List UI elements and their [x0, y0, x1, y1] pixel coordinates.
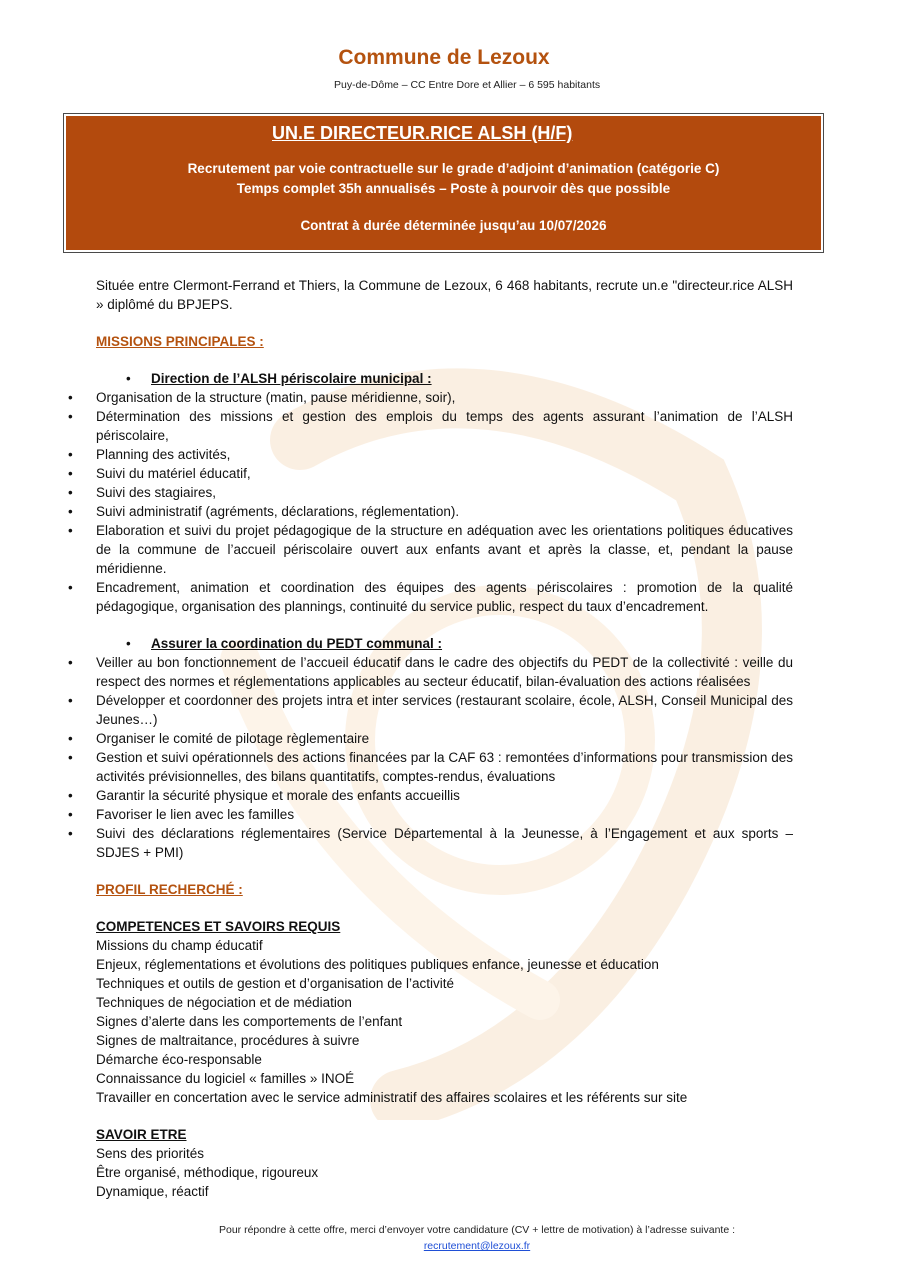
schedule-line: Temps complet 35h annualisés – Poste à pourvoir dès que possible: [236, 181, 671, 196]
job-offer-body: [96, 276, 793, 1201]
missions-group2-heading: • Assurer la coordination du PEDT communal :: [96, 634, 793, 653]
list-item: • Veiller au bon fonctionnement de l’accueil éducatif dans le cadre des objectifs du PEDT de la collectivité : veille du respect des normes et réglementations applicables au secteur éducatif, bilan-évaluation des actions réalisées: [74, 653, 793, 691]
list-item: • Gestion et suivi opérationnels des actions financées par la CAF 63 : remontées d’informations pour transmission des activités prévisionnelles, des bilans quantitatifs, comptes-rendus, évaluations: [74, 748, 793, 786]
job-title-banner: [63, 113, 824, 253]
list-item: • Favoriser le lien avec les familles: [74, 805, 793, 824]
competences-heading: COMPETENCES ET SAVOIRS REQUIS: [96, 919, 341, 934]
missions-group1-heading: • Direction de l’ALSH périscolaire municipal :: [96, 369, 793, 388]
list-item: • Organisation de la structure (matin, pause méridienne, soir),: [74, 388, 793, 407]
commune-title: Commune de Lezoux: [338, 46, 550, 69]
list-item: • Organiser le comité de pilotage règlementaire: [74, 729, 793, 748]
job-title: UN.E DIRECTEUR.RICE ALSH (H/F): [272, 123, 573, 143]
commune-subtitle: Puy-de-Dôme – CC Entre Dore et Allier – 6 595 habitants: [334, 79, 601, 91]
list-item: Techniques et outils de gestion et d’organisation de l’activité: [96, 976, 454, 991]
missions-group1-list: [96, 388, 793, 616]
list-item: • Détermination des missions et gestion des emplois du temps des agents assurant l’animation de l’ALSH périscolaire,: [74, 407, 793, 445]
missions-section-title: MISSIONS PRINCIPALES :: [96, 334, 264, 349]
list-item: • Développer et coordonner des projets intra et inter services (restaurant scolaire, école, ALSH, Conseil Municipal des Jeunes…): [74, 691, 793, 729]
list-item: • Planning des activités,: [74, 445, 793, 464]
list-item: • Suivi administratif (agréments, déclarations, réglementation).: [74, 502, 793, 521]
list-item: Démarche éco-responsable: [96, 1052, 262, 1067]
footer-instructions: Pour répondre à cette offre, merci d’envoyer votre candidature (CV + lettre de motivation) à l’adresse suivante :: [218, 1224, 736, 1236]
list-item: Signes d’alerte dans les comportements de l’enfant: [96, 1014, 403, 1029]
list-item: Travailler en concertation avec le service administratif des affaires scolaires et les référents sur site: [96, 1090, 688, 1105]
list-item: • Elaboration et suivi du projet pédagogique de la structure en adéquation avec les orientations politiques éducatives de la commune de l’accueil périscolaire ouvert aux enfants avant et après la classe, et, pendant la pause méridienne.: [74, 521, 793, 578]
footer: [0, 1222, 900, 1254]
profil-section-title: PROFIL RECHERCHÉ :: [96, 882, 243, 897]
list-item: Signes de maltraitance, procédures à suivre: [96, 1033, 360, 1048]
list-item: • Suivi des stagiaires,: [74, 483, 793, 502]
banner-inner: [66, 116, 821, 250]
list-item: • Encadrement, animation et coordination des équipes des agents périscolaires : promotion de la qualité pédagogique, organisation des plannings, continuité du service public, respect du taux d’encadrement.: [74, 578, 793, 616]
contact-email-link[interactable]: recrutement@lezoux.fr: [423, 1240, 531, 1252]
missions-group2-list: [96, 653, 793, 862]
list-item: Techniques de négociation et de médiation: [96, 995, 352, 1010]
contract-line: Contrat à durée déterminée jusqu’au 10/07/2026: [300, 218, 607, 233]
list-item: Enjeux, réglementations et évolutions des politiques publiques enfance, jeunesse et éducation: [96, 957, 659, 972]
intro-paragraph: Située entre Clermont-Ferrand et Thiers, la Commune de Lezoux, 6 468 habitants, recrute un.e "directeur.rice ALSH » diplômé du BPJEPS.: [96, 278, 793, 312]
list-item: Être organisé, méthodique, rigoureux: [96, 1165, 319, 1180]
competences-list: [96, 936, 793, 1107]
list-item: • Garantir la sécurité physique et morale des enfants accueillis: [74, 786, 793, 805]
savoir-etre-heading: SAVOIR ETRE: [96, 1127, 187, 1142]
list-item: Missions du champ éducatif: [96, 938, 263, 953]
list-item: • Suivi du matériel éducatif,: [74, 464, 793, 483]
list-item: Sens des priorités: [96, 1146, 205, 1161]
list-item: • Suivi des déclarations réglementaires (Service Départemental à la Jeunesse, à l’Engagement et aux sports – SDJES + PMI): [74, 824, 793, 862]
savoir-etre-list: [96, 1144, 793, 1201]
recruitment-line: Recrutement par voie contractuelle sur le grade d’adjoint d’animation (catégorie C): [187, 161, 720, 176]
list-item: Connaissance du logiciel « familles » INOÉ: [96, 1071, 355, 1086]
list-item: Dynamique, réactif: [96, 1184, 209, 1199]
